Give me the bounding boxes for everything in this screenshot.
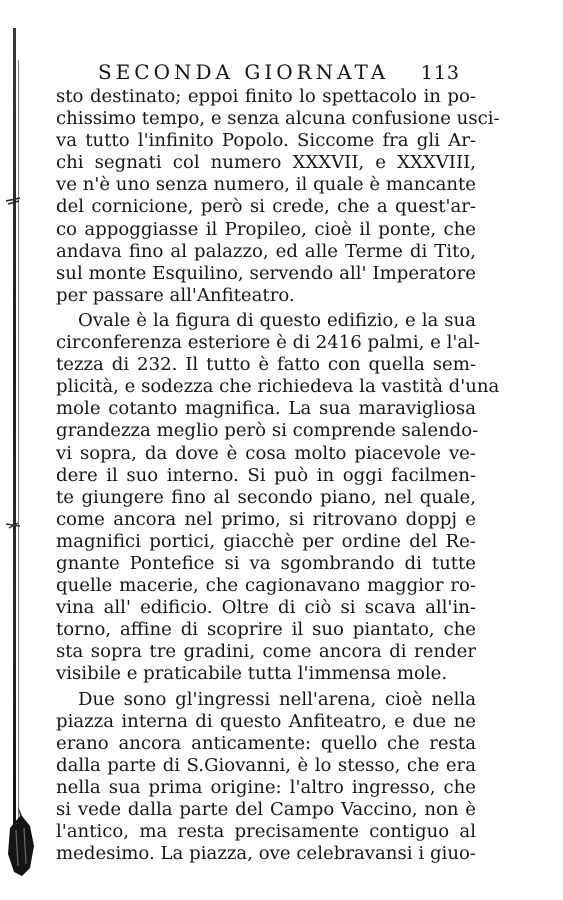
text-line: dere il suo interno. Si può in oggi facilmen- <box>56 464 476 486</box>
text-line: vina all' edificio. Oltre di ciò si scava all'in- <box>56 597 476 619</box>
text-line: medesimo. La piazza, ove celebravansi i giuo- <box>56 843 476 865</box>
book-binding-edge <box>0 0 46 900</box>
text-line: chi segnati col numero XXXVII, e XXXVIII, <box>56 152 476 174</box>
spine-thread-secondary <box>18 60 19 820</box>
text-line: sta sopra tre gradini, come ancora di render <box>56 641 476 663</box>
text-line: gnante Pontefice si va sgombrando di tutte <box>56 552 476 574</box>
text-line: te giungere fino al secondo piano, nel quale, <box>56 486 476 508</box>
binding-clasp-icon <box>4 806 36 878</box>
text-line: erano ancora anticamente: quello che resta <box>56 732 476 754</box>
text-line: chissimo tempo, e senza alcuna confusione usci- <box>56 108 500 130</box>
text-line: ve n'è uno senza numero, il quale è mancante <box>56 174 476 196</box>
running-head-title: SECONDA GIORNATA <box>98 60 390 84</box>
text-line: piazza interna di questo Anfiteatro, e due ne <box>56 710 476 732</box>
text-line: torno, affine di scoprire il suo piantato, che <box>56 619 476 641</box>
spine-thread <box>13 28 16 838</box>
text-line: Due sono gl'ingressi nell'arena, cioè nella <box>78 688 476 710</box>
text-line: visibile e praticabile tutta l'immensa mole. <box>56 663 448 685</box>
text-line: nella sua prima origine: l'altro ingresso, che <box>56 776 476 798</box>
text-line: si vede dalla parte del Campo Vaccino, non è <box>56 799 476 820</box>
text-line: come ancora nel primo, si ritrovano doppj e <box>56 508 476 530</box>
text-line: tezza di 232. Il tutto è fatto con quella sem- <box>56 354 476 376</box>
paragraph-2 <box>56 309 500 686</box>
binding-stitch-mark <box>6 196 20 206</box>
text-line: circonferenza esteriore è di 2416 palmi, e l'al- <box>56 332 481 354</box>
text-line: del cornicione, però si crede, che a quest'ar- <box>56 196 476 218</box>
binding-stitch-mark <box>6 520 20 530</box>
text-line: grandezza meglio però si comprende salendo- <box>56 420 479 442</box>
text-line: dalla parte di S.Giovanni, è lo stesso, che era <box>56 754 476 776</box>
book-page <box>46 60 546 865</box>
text-line: andava fino al palazzo, ed alle Terme di Tito, <box>56 240 476 262</box>
text-line: sul monte Esquilino, servendo all' Imperatore <box>56 262 476 284</box>
text-line: plicità, e sodezza che richiedeva la vastità d'una <box>56 376 500 398</box>
text-line: Ovale è la figura di questo edifizio, e la sua <box>78 309 476 331</box>
text-line: quelle macerie, che cagionavano maggior ro- <box>56 575 476 597</box>
body-text <box>46 86 500 865</box>
text-line: per passare all'Anfiteatro. <box>56 284 295 306</box>
paragraph-3 <box>56 689 476 866</box>
text-line: co appoggiasse il Propileo, cioè il ponte, che <box>56 218 476 240</box>
paragraph-1 <box>56 86 500 307</box>
text-line: vi sopra, da dove è cosa molto piacevole ve- <box>56 442 476 464</box>
page-number: 113 <box>420 62 460 84</box>
text-line: va tutto l'infinito Popolo. Siccome fra gli Ar- <box>56 130 476 152</box>
running-head <box>46 60 546 84</box>
text-line: mole cotanto magnifica. La sua maravigliosa <box>56 398 476 420</box>
text-line: sto destinato; eppoi finito lo spettacolo in po- <box>56 86 476 107</box>
text-line: l'antico, ma resta precisamente contiguo al <box>56 821 476 843</box>
text-line: magnifici portici, giacchè per ordine del Re- <box>56 530 476 552</box>
